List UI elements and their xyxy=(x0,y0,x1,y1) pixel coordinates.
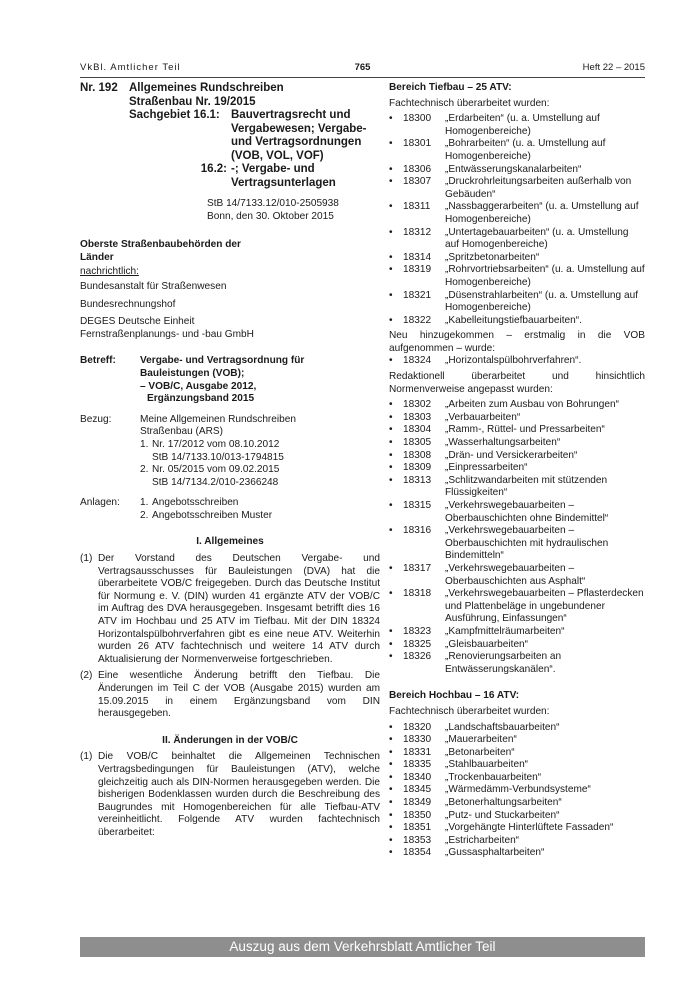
addressees xyxy=(80,239,380,341)
item-line: StB 14/7134.2/010-2366248 xyxy=(152,476,279,488)
attachment-item xyxy=(140,497,380,510)
subject-block xyxy=(80,355,380,405)
atv-list-item xyxy=(389,588,645,626)
atv-list-item xyxy=(389,651,645,676)
atv-title: „Ramm-, Rüttel- und Pressarbeiten“ xyxy=(445,424,605,436)
item-line: Nr. 05/2015 vom 09.02.2015 xyxy=(152,464,280,476)
bullet-icon: • xyxy=(389,355,393,367)
title-line-1: Allgemeines Rundschreiben xyxy=(129,82,284,94)
atv-code: 18324 xyxy=(403,355,432,367)
atv-list-item xyxy=(389,626,645,639)
atv-title: „Verbauarbeiten“ xyxy=(445,411,521,423)
reference-to-label: Bezug: xyxy=(80,413,112,425)
bullet-icon: • xyxy=(389,562,393,574)
atv-title: „Kabelleitungstiefbauarbeiten“. xyxy=(445,314,582,326)
atv-title: „Betonerhaltungsarbeiten“ xyxy=(445,797,562,809)
atv-code: 18306 xyxy=(403,163,432,175)
bullet-icon: • xyxy=(389,771,393,783)
bullet-icon: • xyxy=(389,251,393,263)
reference-to-text: Meine Allgemeinen Rundschreiben xyxy=(140,413,296,425)
section-heading: I. Allgemeines xyxy=(196,536,264,548)
paragraph xyxy=(80,670,380,720)
atv-title: „Rohrvortriebsarbeiten“ (u. a. Umstellung auf Homogenbereiche) xyxy=(445,264,645,288)
atv-list-item xyxy=(389,437,645,450)
bullet-icon: • xyxy=(389,847,393,859)
atv-title: „Trockenbauarbeiten“ xyxy=(445,771,542,783)
left-column xyxy=(80,82,380,840)
section-heading: Bereich Tiefbau – 25 ATV: xyxy=(389,82,512,93)
atv-code: 18314 xyxy=(403,251,432,263)
item-number: 2. xyxy=(140,464,149,476)
paragraph-text: Die VOB/C beinhaltet die Allgemeinen Technischen Vertragsbedingungen für Bauleistungen (ATV), welche gleichzeitig auch als DIN-Normen herausgegeben werden. Die bisherigen Bodenklassen wurden durch die Beschreibung des Baugrundes mit Homogenbereichen für alle Tiefbau-ATV vereinheitlicht. Folgende ATV wurden fachtechnisch überarbeitet: xyxy=(98,751,380,838)
atv-list-item xyxy=(389,722,645,735)
bullet-icon: • xyxy=(389,424,393,436)
atv-list-item xyxy=(389,639,645,652)
bullet-icon: • xyxy=(389,588,393,600)
atv-title: „Wärmedämm-Verbundsysteme“ xyxy=(445,784,591,796)
atv-title: „Betonarbeiten“ xyxy=(445,746,515,758)
atv-code: 18316 xyxy=(403,525,432,537)
atv-list-item xyxy=(389,399,645,412)
atv-code: 18353 xyxy=(403,834,432,846)
atv-list-item xyxy=(389,355,645,368)
atv-title: „Nassbaggerarbeiten“ (u. a. Umstellung auf Homogenbereiche) xyxy=(445,201,639,225)
atv-list-item xyxy=(389,252,645,265)
cc-addressee: DEGES Deutsche Einheit xyxy=(80,316,195,328)
atv-list xyxy=(389,399,645,676)
atv-code: 18305 xyxy=(403,437,432,449)
paragraph xyxy=(80,751,380,839)
item-line: Nr. 17/2012 vom 08.10.2012 xyxy=(152,438,280,450)
bullet-icon: • xyxy=(389,734,393,746)
atv-list-item xyxy=(389,525,645,563)
atv-code: 18317 xyxy=(403,562,432,574)
subject-label: Betreff: xyxy=(80,355,116,367)
subject-line: Bauleistungen (VOB); xyxy=(140,367,245,379)
section-heading: II. Änderungen in der VOB/C xyxy=(162,734,298,746)
bullet-icon: • xyxy=(389,449,393,461)
atv-code: 18308 xyxy=(403,449,432,461)
atv-list-item xyxy=(389,747,645,760)
bullet-icon: • xyxy=(389,399,393,411)
subject-line: Vergabe- und Vertragsordnung für xyxy=(140,355,305,367)
atv-code: 18351 xyxy=(403,822,432,834)
atv-code: 18309 xyxy=(403,462,432,474)
circular-number: Nr. 192 xyxy=(80,82,118,94)
atv-title: „Verkehrswegebauarbeiten – Oberbauschichten mit hydraulischen Bindemitteln“ xyxy=(445,525,609,562)
subject-area-2 xyxy=(129,163,380,190)
atv-code: 18313 xyxy=(403,474,432,486)
reference-block xyxy=(207,198,380,223)
atv-title: „Verkehrswegebauarbeiten – Pflasterdecken und Plattenbeläge in ungebundener Ausführung, Einfassungen“ xyxy=(445,588,644,625)
attachments-label: Anlagen: xyxy=(80,497,120,509)
atv-list-item xyxy=(389,784,645,797)
atv-title: „Kampfmittelräumarbeiten“ xyxy=(445,625,565,637)
header-rule xyxy=(80,77,645,78)
atv-code: 18315 xyxy=(403,500,432,511)
attachment-name: Angebotsschreiben xyxy=(152,497,239,509)
atv-list xyxy=(389,722,645,861)
footer-banner: Auszug aus dem Verkehrsblatt Amtlicher Teil xyxy=(80,937,645,957)
subject-area-2-text: -; Vergabe- und Vertragsunterlagen xyxy=(231,163,336,189)
bullet-icon: • xyxy=(389,625,393,637)
reference-to-block xyxy=(80,414,380,490)
atv-title: „Düsenstrahlarbeiten“ (u. a. Umstellung auf Homogenbereiche) xyxy=(445,289,638,314)
journal-name: VkBl. Amtlicher Teil xyxy=(80,62,181,73)
atv-title: „Einpressarbeiten“ xyxy=(445,462,528,474)
right-column xyxy=(389,82,645,860)
atv-code: 18307 xyxy=(403,176,432,188)
atv-title: „Mauerarbeiten“ xyxy=(445,734,517,746)
atv-list-item xyxy=(389,315,645,328)
bullet-icon: • xyxy=(389,784,393,796)
bullet-icon: • xyxy=(389,264,393,276)
atv-code: 18349 xyxy=(403,797,432,809)
atv-code: 18340 xyxy=(403,771,432,783)
bullet-icon: • xyxy=(389,721,393,733)
atv-code: 18350 xyxy=(403,809,432,821)
atv-list-item xyxy=(389,772,645,785)
atv-list-item xyxy=(389,176,645,201)
list-intro: Fachtechnisch überarbeitet wurden: xyxy=(389,705,550,717)
atv-list-item xyxy=(389,201,645,226)
atv-list xyxy=(389,113,645,327)
bullet-icon: • xyxy=(389,437,393,449)
bullet-icon: • xyxy=(389,834,393,846)
atv-list-item xyxy=(389,475,645,500)
subject-area-2-label: 16.2: xyxy=(200,163,227,175)
reference-to-text: Straßenbau (ARS) xyxy=(140,426,224,438)
atv-list xyxy=(389,355,645,368)
atv-code: 18311 xyxy=(403,201,431,213)
bullet-icon: • xyxy=(389,226,393,238)
cc-addressee: Bundesrechnungshof xyxy=(80,298,176,310)
atv-list-item xyxy=(389,759,645,772)
bullet-icon: • xyxy=(389,176,393,188)
bullet-icon: • xyxy=(389,201,393,213)
atv-list-item xyxy=(389,450,645,463)
issue-date: Bonn, den 30. Oktober 2015 xyxy=(207,210,334,222)
paragraph-text: Der Vorstand des Deutschen Vergabe- und Vertragsausschusses für Bauleistungen (DVA) hat die überarbeitete VOB/C freigegeben. Durch das Deutsche Institut für Normung e. V. (DIN) wurden 41 ergänzte ATV der VOB/C im Auftrag des DVA herausgegeben. Insgesamt betrifft dies 16 ATV im Hochbau und 25 ATV im Tiefbau. Mit der DIN 18324 Horizontalspülbohrverfahren gibt es eine neue ATV. Weiterhin wurden 26 ATV fachtechnisch und weitere 14 ATV durch Aktualisierung der Normenverweise fortgeschrieben. xyxy=(98,553,380,665)
atv-list-item xyxy=(389,734,645,747)
atv-list-item xyxy=(389,835,645,848)
item-number: 1. xyxy=(140,497,149,509)
bullet-icon: • xyxy=(389,746,393,758)
atv-title: „Estricharbeiten“ xyxy=(445,834,520,846)
atv-code: 18312 xyxy=(403,226,432,238)
bullet-icon: • xyxy=(389,113,393,125)
bullet-icon: • xyxy=(389,163,393,175)
atv-list-item xyxy=(389,113,645,138)
main-addressee: Oberste Straßenbaubehörden der Länder xyxy=(80,239,241,263)
bullet-icon: • xyxy=(389,809,393,821)
subject-line: – VOB/C, Ausgabe 2012, xyxy=(140,380,257,392)
document-title xyxy=(80,82,380,190)
atv-code: 18319 xyxy=(403,264,432,276)
bullet-icon: • xyxy=(389,138,393,150)
atv-list-item xyxy=(389,810,645,823)
cc-addressee: Bundesanstalt für Straßenwesen xyxy=(80,280,227,292)
atv-title: „Bohrarbeiten“ (u. a. Umstellung auf Homogenbereiche) xyxy=(445,138,606,162)
atv-title: „Gussasphaltarbeiten“ xyxy=(445,847,545,859)
attachments-block xyxy=(80,497,380,522)
atv-title: „Putz- und Stuckarbeiten“ xyxy=(445,809,560,821)
atv-list-item xyxy=(389,847,645,860)
atv-code: 18335 xyxy=(403,759,432,771)
atv-list-item xyxy=(389,462,645,475)
bullet-icon: • xyxy=(389,525,393,537)
subject-area-1-text: Bauvertragsrecht und Vergabewesen; Vergabe- und Vertragsordnungen (VOB, VOL, VOF) xyxy=(231,109,367,162)
atv-list-item xyxy=(389,138,645,163)
bullet-icon: • xyxy=(389,638,393,650)
atv-list-item xyxy=(389,412,645,425)
atv-code: 18330 xyxy=(403,734,432,746)
atv-list-item xyxy=(389,797,645,810)
subject-area-1 xyxy=(129,109,380,163)
subject-area-1-label: Sachgebiet 16.1: xyxy=(129,109,220,121)
paragraph-text: Eine wesentliche Änderung betrifft den Tiefbau. Die Änderungen im Teil C der VOB (Ausgabe 2015) wurden am 15.09.2015 in einem Ergänzungsband vom DIN herausgegeben. xyxy=(98,670,380,720)
bullet-icon: • xyxy=(389,651,393,663)
title-line-2: Straßenbau Nr. 19/2015 xyxy=(129,95,256,108)
atv-title: „Verkehrswegebauarbeiten – Oberbauschichten aus Asphalt“ xyxy=(445,562,586,587)
atv-title: „Renovierungsarbeiten an Entwässerungskanälen“. xyxy=(445,651,562,675)
bullet-icon: • xyxy=(389,289,393,301)
list-intro: Fachtechnisch überarbeitet wurden: xyxy=(389,97,550,109)
atv-code: 18345 xyxy=(403,784,432,796)
atv-code: 18323 xyxy=(403,625,432,637)
bullet-icon: • xyxy=(389,314,393,326)
atv-title: „Vorgehängte Hinterlüftete Fassaden“ xyxy=(445,822,614,834)
attachment-name: Angebotsschreiben Muster xyxy=(152,509,273,521)
atv-title: „Gleisbauarbeiten“ xyxy=(445,638,529,650)
atv-code: 18322 xyxy=(403,314,432,326)
atv-list-item xyxy=(389,500,645,525)
atv-title: „Druckrohrleitungsarbeiten außerhalb von Gebäuden“ xyxy=(445,176,632,200)
atv-code: 18321 xyxy=(403,289,432,301)
atv-code: 18354 xyxy=(403,847,432,859)
bullet-icon: • xyxy=(389,462,393,474)
atv-title: „Entwässerungskanalarbeiten“ xyxy=(445,163,582,175)
atv-title: „Spritzbetonarbeiten“ xyxy=(445,251,540,263)
atv-code: 18300 xyxy=(403,113,432,125)
page-number: 765 xyxy=(354,62,371,73)
atv-code: 18301 xyxy=(403,138,432,150)
atv-title: „Verkehrswegebauarbeiten – Oberbauschichten ohne Bindemittel“ xyxy=(445,500,609,524)
attachment-item xyxy=(140,510,380,523)
atv-code: 18331 xyxy=(403,746,432,758)
bullet-icon: • xyxy=(389,759,393,771)
atv-code: 18303 xyxy=(403,411,432,423)
bullet-icon: • xyxy=(389,797,393,809)
paragraph-number: (1) xyxy=(80,553,93,565)
atv-list-item xyxy=(389,563,645,588)
subject-line: Ergänzungsband 2015 xyxy=(147,393,255,405)
atv-list-item xyxy=(389,424,645,437)
atv-title: „Wasserhaltungsarbeiten“ xyxy=(445,437,561,449)
atv-code: 18318 xyxy=(403,588,432,600)
atv-code: 18320 xyxy=(403,721,432,733)
atv-code: 18325 xyxy=(403,638,432,650)
section-heading: Bereich Hochbau – 16 ATV: xyxy=(389,690,520,702)
atv-title: „Horizontalspülbohrverfahren“. xyxy=(445,355,582,367)
atv-list-item xyxy=(389,290,645,315)
atv-title: „Arbeiten zum Ausbau von Bohrungen“ xyxy=(445,399,619,411)
issue-number: Heft 22 – 2015 xyxy=(582,62,645,73)
reference-item xyxy=(140,439,380,464)
item-number: 1. xyxy=(140,438,149,450)
paragraph xyxy=(80,553,380,666)
atv-code: 18326 xyxy=(403,651,432,663)
paragraph-number: (2) xyxy=(80,670,93,682)
atv-list-item xyxy=(389,227,645,252)
atv-title: „Erdarbeiten“ (u. a. Umstellung auf Homogenbereiche) xyxy=(445,113,600,137)
item-number: 2. xyxy=(140,509,149,521)
bullet-icon: • xyxy=(389,822,393,834)
paragraph-number: (1) xyxy=(80,751,93,763)
bullet-icon: • xyxy=(389,500,393,511)
reference-item xyxy=(140,464,380,489)
atv-title: „Landschaftsbauarbeiten“ xyxy=(445,721,560,733)
cc-label: nachrichtlich: xyxy=(80,266,139,278)
atv-list-item xyxy=(389,822,645,835)
atv-title: „Stahlbauarbeiten“ xyxy=(445,759,529,771)
atv-list-item xyxy=(389,164,645,177)
atv-title: „Untertagebauarbeiten“ (u. a. Umstellung auf Homogenbereiche) xyxy=(445,226,629,251)
atv-code: 18302 xyxy=(403,399,432,411)
item-line: StB 14/7133.10/013-1794815 xyxy=(152,451,284,463)
cc-addressee: Fernstraßenplanungs- und -bau GmbH xyxy=(80,328,254,340)
bullet-icon: • xyxy=(389,411,393,423)
list-intro: Redaktionell überarbeitet und hinsichtlich Normenverweise angepasst wurden: xyxy=(389,371,645,395)
atv-title: „Drän- und Versickerarbeiten“ xyxy=(445,449,578,461)
list-intro: Neu hinzugekommen – erstmalig in die VOB aufgenommen – wurde: xyxy=(389,330,645,354)
atv-list-item xyxy=(389,264,645,289)
reference-number: StB 14/7133.12/010-2505938 xyxy=(207,198,339,209)
bullet-icon: • xyxy=(389,474,393,486)
atv-code: 18304 xyxy=(403,424,432,436)
atv-title: „Schlitzwandarbeiten mit stützenden Flüssigkeiten“ xyxy=(445,474,608,499)
